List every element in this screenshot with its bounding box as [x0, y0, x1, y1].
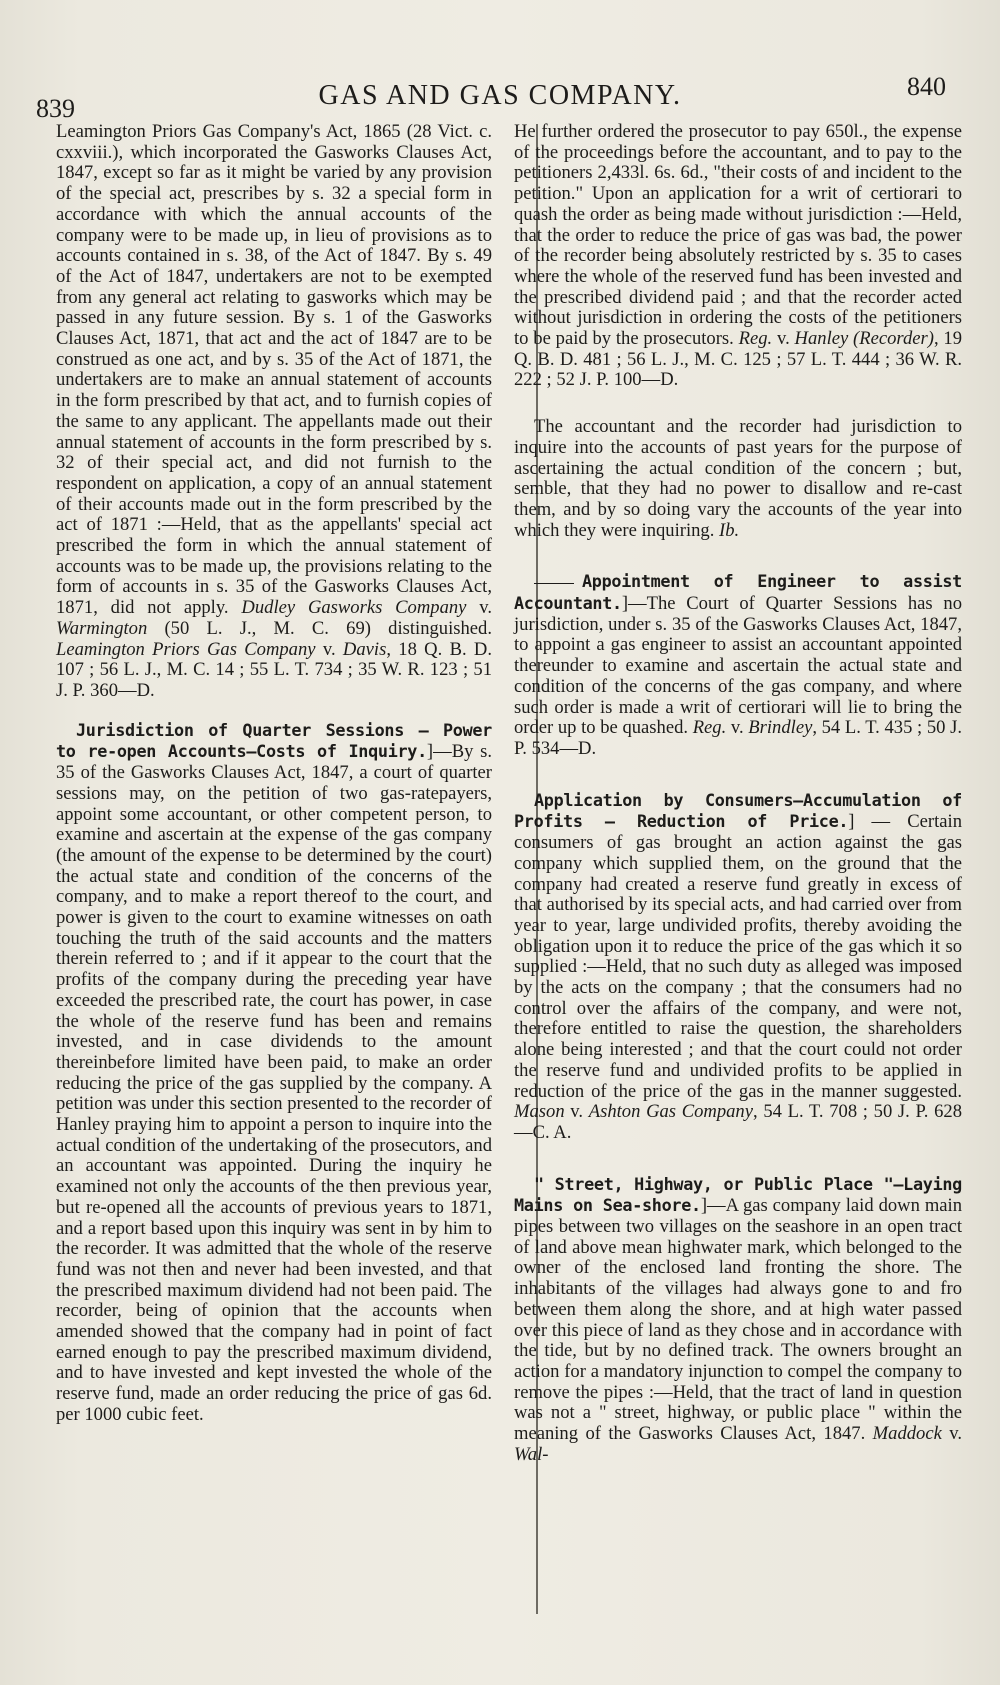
paragraph-text: , 54 L. T. 435 ; 50 J. P. 534—D.: [514, 717, 962, 759]
case-citation: Ashton Gas Company: [588, 1101, 753, 1123]
case-citation: Maddock: [872, 1423, 942, 1445]
case-citation: Wal-: [514, 1443, 549, 1465]
section-heading: " Street, Highway, or Public Place "—Laying Mains on Sea-shore.: [514, 1173, 962, 1216]
section-heading: Jurisdiction of Quarter Sessions — Power to re-open Accounts—Costs of Inquiry.: [56, 719, 492, 762]
left-column: [56, 122, 492, 1426]
case-citation: Reg.: [692, 717, 727, 739]
ditto-dash: [534, 583, 574, 584]
section-heading: Appointment of Engineer to assist Accountant.: [514, 571, 962, 614]
paragraph-text: He further ordered the prosecutor to pay 650l., the expense of the proceedings before the accountant, and to pay to the petitioners 2,433l. 6s. 6d., "their costs of and incident to the petition." Upon an application for a writ of certiorari to quash the order as being made without jurisdiction :—Held, that the order to reduce the price of gas was bad, the power of the recorder being absolutely restricted by s. 35 to cases where the whole of the reserved fund has been invested and the prescribed dividend paid ; and that the recorder acted without jurisdiction in ordering the costs of the petitioners to be paid by the prosecutors.: [514, 121, 962, 350]
paragraph-text: ] — Certain consumers of gas brought an action against the gas company which supplied them, on the ground that the company had created a reserve fund greatly in excess of that authorised by its special acts, and had carried over from year to year, large undivided profits, thereby avoiding the obligation upon it to reduce the price of the gas which it so supplied :—Held, that no such duty as alleged was imposed by the acts on the company ; that the consumers had no control over the affairs of the company, and were not, therefore entitled to raise the question, the shareholders alone being interested ; and that the court could not order the reserve fund and undivided profits to be applied in reduction of the price of the gas in the manner suggested.: [514, 811, 963, 1102]
case-paragraph: [56, 122, 492, 702]
case-citation: Dudley Gasworks Company: [241, 597, 467, 619]
page-header: [0, 72, 1000, 122]
case-citation: Mason: [514, 1101, 565, 1123]
paragraph-text: (50 L. J., M. C. 69) distinguished.: [147, 617, 492, 639]
paragraph-text: , 18 Q. B. D. 107 ; 56 L. J., M. C. 14 ; 55 L. T. 734 ; 35 W. R. 123 ; 51 J. P. 360—D.: [56, 638, 493, 701]
case-citation: Reg.: [738, 328, 773, 350]
versus: v.: [315, 638, 343, 660]
versus: v.: [726, 717, 749, 739]
versus: v.: [564, 1101, 589, 1123]
paragraph-text: Leamington Priors Gas Company's Act, 1865 (28 Vict. c. cxxviii.), which incorporated the Gasworks Clauses Act, 1847, except so far as it might be varied by any provision of the special act, prescribes by s. 32 a special form in accordance with which the annual accounts of the company were to be made up, in lieu of provisions as to accounts contained in s. 38, of the Act of 1847. By s. 49 of the Act of 1847, undertakers are not to be exempted from any general act relating to gasworks which may be passed in any future session. By s. 1 of the Gasworks Clauses Act, 1871, that act and the act of 1847 are to be construed as one act, and by s. 35 of the Act of 1871, the undertakers are to make an annual statement of accounts in the form prescribed by that act, and to furnish copies of the same to any applicant. The appellants made out their annual statement of accounts in the form prescribed by s. 32 of their special act, and did not furnish to the respondent on application, a copy of an annual statement of their accounts made out in the form prescribed by the act of 1871 :—Held, that as the appellants' special act prescribed the form in which the annual statement of accounts was to be made up, the provisions relating to the form of accounts in s. 35 of the Gasworks Clauses Act, 1871, did not apply.: [56, 121, 492, 619]
section-paragraph: [514, 790, 962, 1144]
running-title: GAS AND GAS COMPANY.: [318, 80, 682, 111]
case-citation: Warmington: [56, 617, 148, 639]
case-citation: Leamington Priors Gas Company: [56, 638, 316, 660]
right-page-number: 840: [907, 72, 946, 101]
paragraph-text: ]—By s. 35 of the Gasworks Clauses Act, 1847, a court of quarter sessions may, on the petition of two gas-ratepayers, appoint some accountant, or other competent person, to examine and ascertain at the expense of the gas company (the amount of the expense to be determined by the court) the actual state and condition of the concerns of the company, and to make a report thereof to the court, and power is given to the court to examine witnesses on oath touching the truth of the said accounts and the matters therein referred to ; and if it appear to the court that the profits of the company during the preceding year have exceeded the prescribed rate, the court has power, in case the whole of the reserve fund has been and remains invested, and in case dividends to the amount thereinbefore limited have been paid, to make an order reducing the price of the gas supplied by the company. A petition was under this section presented to the recorder of Hanley praying him to appoint a person to inquire into the actual condition of the undertaking of the prosecutors, and an accountant was appointed. During the inquiry he examined not only the accounts of the then previous year, but re-opened all the accounts of previous years to 1871, and a report based upon this inquiry was sent in by him to the recorder. It was admitted that the whole of the reserve fund was not then and never had been invested, and that the prescribed maximum dividend had not been paid. The recorder, being of opinion that the accounts when amended showed that the company had in point of fact earned enough to pay the prescribed maximum dividend, and to have invested and kept invested the whole of the reserve fund, made an order reducing the price of gas 6d. per 1000 cubic feet.: [56, 741, 492, 1425]
case-citation: Ib.: [719, 519, 740, 541]
versus: v.: [466, 597, 492, 619]
paragraph-text: The accountant and the recorder had jurisdiction to inquire into the accounts of past years for the purpose of ascertaining the actual condition of the concern ; but, semble, that they had no power to disallow and re-cast them, and by so doing vary the accounts of the year into which they were inquiring.: [514, 416, 962, 541]
case-citation: Hanley (Recorder): [794, 328, 934, 350]
case-citation: Brindley: [748, 717, 813, 739]
section-heading: Application by Consumers—Accumulation of Profits — Reduction of Price.: [514, 789, 962, 832]
versus: v.: [772, 328, 795, 350]
case-citation: Davis: [342, 638, 387, 660]
case-paragraph: [514, 417, 962, 541]
section-paragraph: [514, 1174, 962, 1466]
section-paragraph: [56, 720, 492, 1426]
left-page-number: 839: [36, 94, 75, 123]
right-column: [514, 122, 962, 1465]
versus: v.: [941, 1423, 962, 1445]
paragraph-text: , 19 Q. B. D. 481 ; 56 L. J., M. C. 125 ; 57 L. T. 444 ; 36 W. R. 222 ; 52 J. P. 100—D.: [514, 328, 962, 391]
paragraph-text: ]—The Court of Quarter Sessions has no jurisdiction, under s. 35 of the Gasworks Clauses Act, 1847, to appoint a gas engineer to assist an accountant appointed thereunder to examine and ascertain the actual state and condition of the concerns of the gas company, and where such order is made a writ of certiorari will lie to bring the order up to be quashed.: [514, 593, 962, 739]
section-paragraph: [514, 571, 962, 759]
paragraph-text: ]—A gas company laid down main pipes between two villages on the seashore in an open tract of land above mean highwater mark, which belonged to the owner of the enclosed land fronting the shore. The inhabitants of the villages had always gone to and fro between them along the shore, and at high water passed over this piece of land as they chose and in accordance with the tide, but by no defined track. The owners brought an action for a mandatory injunction to compel the company to remove the pipes :—Held, that the tract of land in question was not a " street, highway, or public place " within the meaning of the Gasworks Clauses Act, 1847.: [514, 1195, 962, 1445]
case-paragraph: [514, 122, 962, 391]
paragraph-text: , 54 L. T. 708 ; 50 J. P. 628—C. A.: [514, 1101, 962, 1143]
